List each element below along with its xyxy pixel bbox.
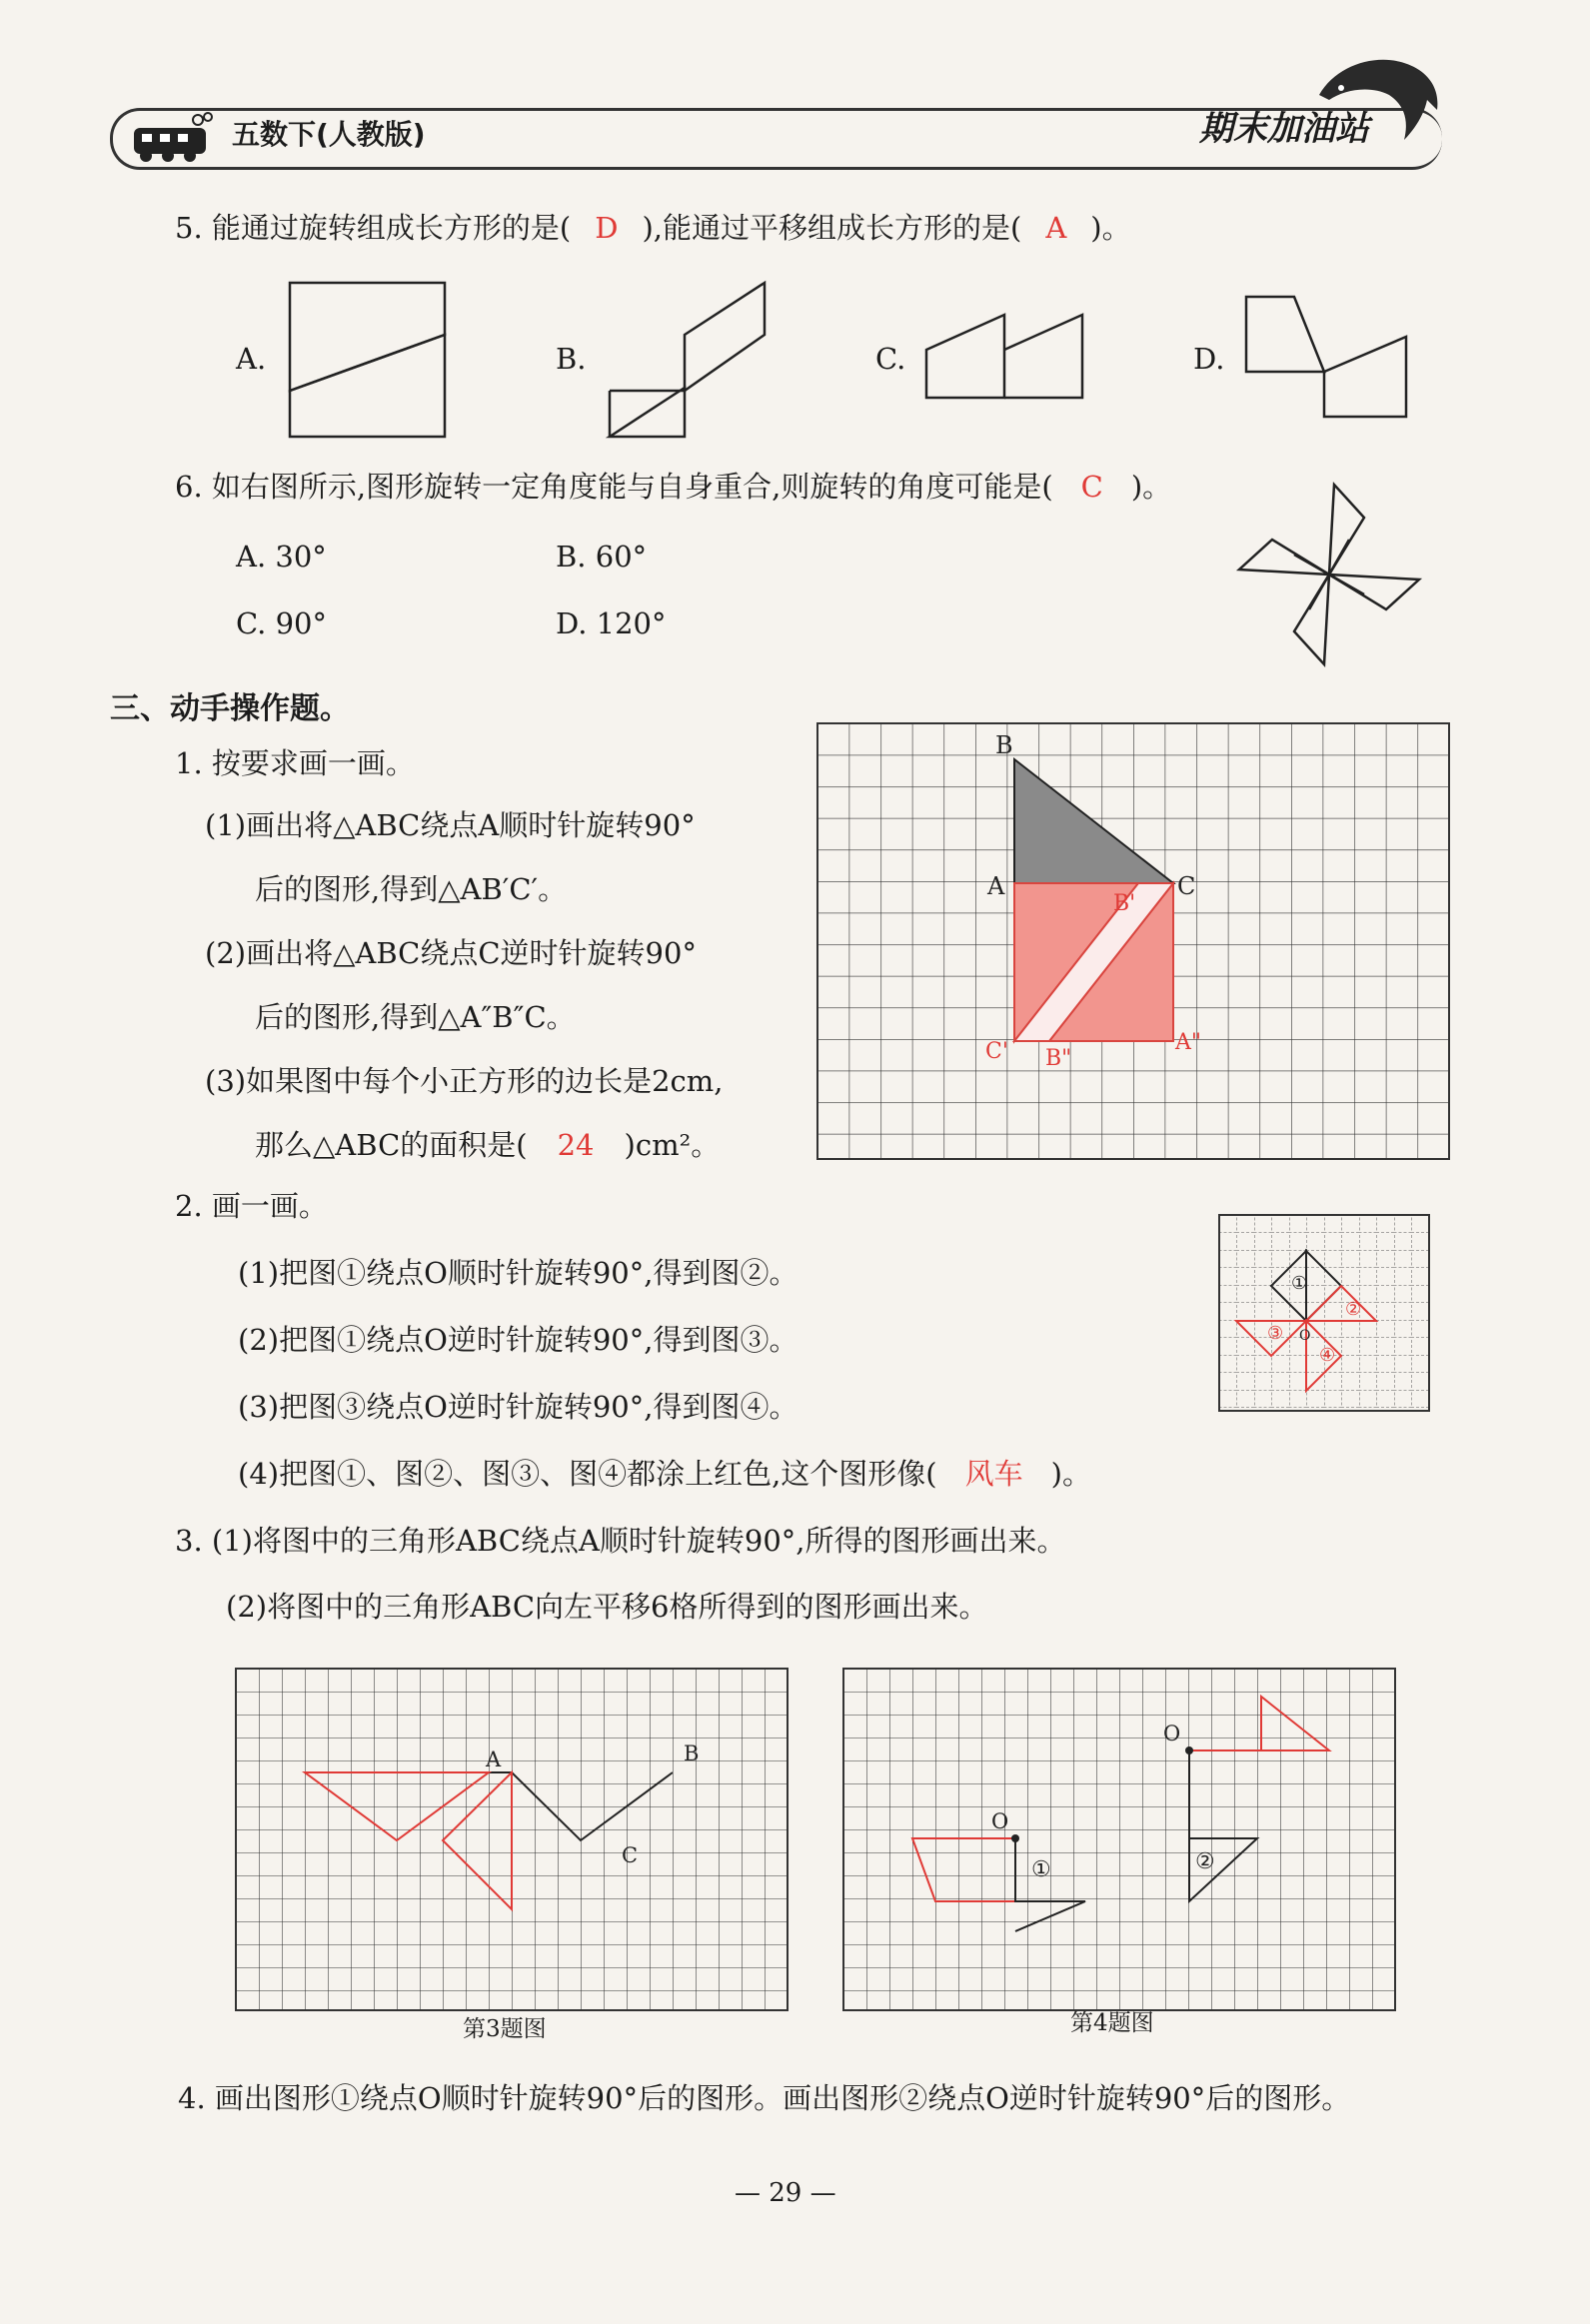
- q5-option-d: D.: [1193, 342, 1225, 376]
- p1-line-4: 后的图形,得到△A″B″C。: [255, 1000, 576, 1034]
- fig4-caption: 第4题图: [1070, 2010, 1154, 2036]
- fig-label-o: O: [1299, 1328, 1311, 1344]
- q5-answer-2: A: [1045, 211, 1067, 245]
- p1-line-5: (3)如果图中每个小正方形的边长是2cm,: [205, 1064, 724, 1098]
- p4-text: 4. 画出图形①绕点O顺时针旋转90°后的图形。画出图形②绕点O逆时针旋转90°后的图形。: [178, 2081, 1351, 2115]
- p4-grid-figure: [843, 1669, 1395, 2010]
- p2-line-4-post: )。: [1050, 1457, 1091, 1491]
- p1-line-2: 后的图形,得到△AB′C′。: [255, 872, 568, 906]
- p1-title: 1. 按要求画一画。: [175, 746, 415, 780]
- label-a: A: [987, 872, 1005, 900]
- label-b-double: B": [1045, 1046, 1072, 1071]
- section3-title: 三、动手操作题。: [110, 691, 350, 726]
- p1-line-6: [255, 1128, 721, 1162]
- p3-line-1: 3. (1)将图中的三角形ABC绕点A顺时针旋转90°,所得的图形画出来。: [175, 1524, 1066, 1558]
- label-c: C: [1177, 872, 1196, 900]
- q5-option-b: B.: [556, 342, 587, 376]
- label-a-double: A": [1175, 1030, 1202, 1055]
- p3-line-2: (2)将图中的三角形ABC向左平移6格所得到的图形画出来。: [226, 1590, 988, 1624]
- q5-text-pre: 5. 能通过旋转组成长方形的是(: [175, 211, 572, 245]
- q6-answer: C: [1080, 470, 1103, 504]
- brand-title: 期末加油站: [1199, 109, 1369, 149]
- q6-option-c: C. 90°: [236, 606, 327, 640]
- p2-line-4-pre: (4)把图①、图②、图③、图④都涂上红色,这个图形像(: [238, 1457, 937, 1491]
- q5-option-a: A.: [236, 342, 267, 376]
- label-c-prime: C': [985, 1039, 1008, 1064]
- p2-line-4: [238, 1457, 1091, 1491]
- fig4-label-o2: O: [1163, 1722, 1181, 1745]
- train-logo-icon: [128, 112, 218, 162]
- q6-text-post: )。: [1130, 470, 1172, 504]
- p2-line-2: (2)把图①绕点O逆时针旋转90°,得到图③。: [238, 1323, 798, 1357]
- p1-area-answer: 24: [557, 1128, 595, 1162]
- q6-option-d: D. 120°: [556, 606, 667, 640]
- dolphin-icon: [1309, 40, 1449, 150]
- p2-line-1: (1)把图①绕点O顺时针旋转90°,得到图②。: [238, 1256, 798, 1290]
- q6-pinwheel-figure: [1234, 480, 1424, 669]
- fig-label-3: ③: [1267, 1323, 1284, 1344]
- fig-label-4: ④: [1319, 1345, 1336, 1366]
- fig-label-2: ②: [1345, 1299, 1362, 1320]
- page-number: — 29 —: [735, 2178, 836, 2208]
- p2-pinwheel-grid: [1219, 1215, 1429, 1411]
- q6-text-pre: 6. 如右图所示,图形旋转一定角度能与自身重合,则旋转的角度可能是(: [175, 470, 1053, 504]
- fig4-label-2: ②: [1195, 1849, 1215, 1874]
- q5-figure-a: [285, 275, 485, 445]
- fig-label-1: ①: [1291, 1273, 1308, 1294]
- p2-answer: 风车: [964, 1457, 1023, 1491]
- fig3-label-b: B: [684, 1742, 700, 1765]
- q5-figure-d: [1244, 292, 1414, 422]
- p2-line-3: (3)把图③绕点O逆时针旋转90°,得到图④。: [238, 1390, 798, 1424]
- p2-title: 2. 画一画。: [175, 1189, 328, 1223]
- q5-text-mid: ),能通过平移组成长方形的是(: [642, 211, 1022, 245]
- fig3-label-c: C: [622, 1843, 639, 1867]
- q6-line: [175, 470, 1172, 504]
- q5-figure-c: [924, 310, 1089, 402]
- p1-line-6-post: )cm²。: [624, 1128, 721, 1162]
- fig4-label-o1: O: [991, 1809, 1009, 1833]
- q5-text-post: )。: [1090, 211, 1131, 245]
- q5-figure-b: [605, 275, 780, 445]
- fig3-label-a: A: [486, 1747, 502, 1771]
- fig3-caption: 第3题图: [463, 2016, 547, 2042]
- q5-line: [175, 211, 1131, 245]
- q5-answer-1: D: [595, 211, 619, 245]
- q6-option-a: A. 30°: [236, 540, 327, 574]
- fig4-label-1: ①: [1031, 1857, 1051, 1882]
- p1-line-6-pre: 那么△ABC的面积是(: [255, 1128, 528, 1162]
- book-title: 五数下(人教版): [232, 118, 426, 151]
- p1-line-1: (1)画出将△ABC绕点A顺时针旋转90°: [205, 808, 696, 842]
- p1-grid-figure: [817, 723, 1449, 1159]
- q6-option-b: B. 60°: [556, 540, 648, 574]
- q5-option-c: C.: [875, 342, 906, 376]
- label-b: B: [995, 731, 1013, 759]
- p3-grid-figure: [236, 1669, 788, 2010]
- label-b-prime: B': [1113, 891, 1136, 916]
- p1-line-3: (2)画出将△ABC绕点C逆时针旋转90°: [205, 936, 697, 970]
